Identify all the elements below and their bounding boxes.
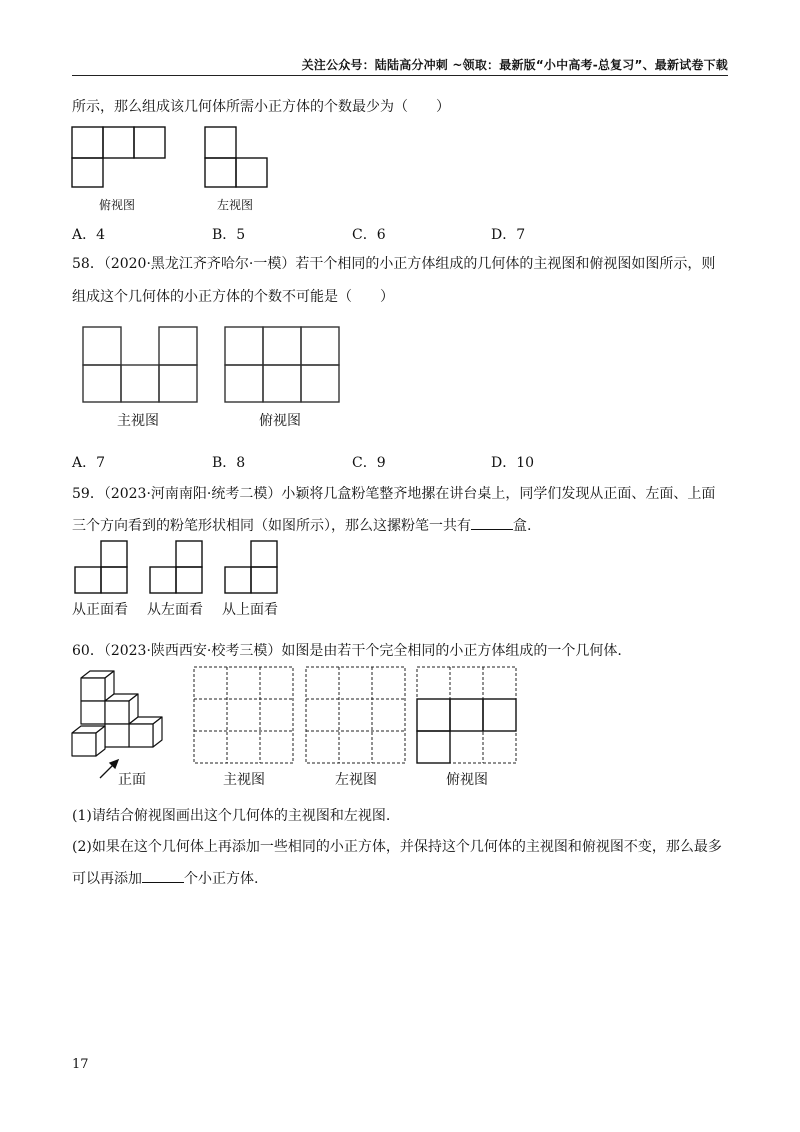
q59-cell	[176, 541, 202, 567]
q58-top-cell	[263, 327, 301, 365]
q58-stem-line2: 组成这个几何体的小正方体的个数不可能是（ ）	[72, 289, 394, 305]
q59-cell	[75, 567, 101, 593]
q57-left-view-figure	[203, 125, 273, 195]
q59-stem-line1: 59．（2023·河南南阳·统考二模）小颖将几盒粉笔整齐地摞在讲台桌上，同学们发现从正面、左面、上面	[72, 486, 716, 502]
q58-option-b[interactable]: B．8	[212, 455, 246, 471]
q60-top-view-grid	[416, 666, 520, 766]
q59-top-label: 从上面看	[222, 602, 278, 618]
q60-part2-suffix: 个小正方体.	[184, 871, 259, 887]
cube-face	[72, 733, 96, 756]
q59-front-label: 从正面看	[72, 602, 128, 618]
q60-top-cell	[417, 731, 450, 763]
q60-stem-line1: 60．（2023·陕西西安·校考三模）如图是由若干个完全相同的小正方体组成的一个几何体.	[72, 643, 622, 659]
q60-part2-text: 可以再添加	[72, 871, 142, 887]
q58-front-cell	[83, 327, 121, 365]
q60-part1: (1)请结合俯视图画出这个几何体的主视图和左视图.	[72, 808, 391, 824]
q59-top-figure	[224, 540, 284, 596]
q60-top-cell	[450, 699, 483, 731]
page-header: 关注公众号：陆陆高分冲刺 ~领取：最新版“小中高考-总复习”、最新试卷下载	[301, 58, 728, 72]
q58-front-view-figure	[82, 326, 202, 406]
q59-stem-line2	[72, 515, 531, 535]
q58-stem-line1: 58．（2020·黑龙江齐齐哈尔·一模）若干个相同的小正方体组成的几何体的主视图和俯视图如图所示，则	[72, 256, 716, 272]
q59-left-figure	[149, 540, 209, 596]
q59-cell	[101, 567, 127, 593]
page-number: 17	[72, 1057, 89, 1072]
q60-top-cell	[417, 699, 450, 731]
cube-face	[129, 724, 153, 747]
q59-stem-text: 三个方向看到的粉笔形状相同（如图所示），那么这摞粉笔一共有	[72, 518, 471, 534]
q59-front-figure	[74, 540, 134, 596]
q58-option-c[interactable]: C．9	[352, 455, 386, 471]
cube-face	[81, 701, 105, 724]
q58-front-cell	[159, 365, 197, 402]
q60-left-view-grid[interactable]	[305, 666, 409, 766]
q59-cell	[251, 567, 277, 593]
q57-top-cell	[72, 158, 103, 187]
q58-top-cell	[225, 365, 263, 402]
q59-cell	[101, 541, 127, 567]
q58-front-cell	[83, 365, 121, 402]
q60-top-cell	[483, 699, 516, 731]
q60-front-view-grid[interactable]	[193, 666, 297, 766]
q57-option-d[interactable]: D．7	[491, 227, 526, 243]
q57-continuation: 所示，那么组成该几何体所需小正方体的个数最少为（ ）	[72, 99, 450, 115]
q58-front-view-label: 主视图	[117, 413, 159, 429]
q58-front-cell	[121, 365, 159, 402]
q60-top-view-label: 俯视图	[446, 772, 488, 788]
q60-front-view-label: 主视图	[223, 772, 265, 788]
q59-cell	[225, 567, 251, 593]
q60-answer-blank[interactable]	[142, 868, 184, 883]
q57-left-cell	[205, 127, 236, 158]
q58-top-cell	[301, 365, 339, 402]
q57-left-cell	[205, 158, 236, 187]
q57-top-cell	[103, 127, 134, 158]
header-rule	[72, 75, 728, 76]
q57-top-cell	[72, 127, 103, 158]
q57-left-cell	[236, 158, 267, 187]
q59-cell	[176, 567, 202, 593]
q59-stem-suffix: 盒.	[513, 518, 532, 534]
q58-option-a[interactable]: A．7	[72, 455, 106, 471]
q59-cell	[150, 567, 176, 593]
q59-cell	[251, 541, 277, 567]
q58-option-d[interactable]: D．10	[491, 455, 535, 471]
q58-top-view-label: 俯视图	[259, 413, 301, 429]
q60-part2-line2	[72, 868, 258, 888]
q60-front-label: 正面	[118, 772, 146, 788]
q60-part2-line1: (2)如果在这个几何体上再添加一些相同的小正方体，并保持这个几何体的主视图和俯视图不变，那么最多	[72, 839, 722, 855]
q58-front-cell	[159, 327, 197, 365]
q57-option-b[interactable]: B．5	[212, 227, 246, 243]
cube-face	[105, 701, 129, 724]
cube-face	[105, 724, 129, 747]
q57-option-a[interactable]: A．4	[72, 227, 106, 243]
q58-top-cell	[225, 327, 263, 365]
q57-left-view-label: 左视图	[217, 198, 254, 212]
q59-left-label: 从左面看	[147, 602, 203, 618]
q60-left-view-label: 左视图	[335, 772, 377, 788]
q57-top-cell	[134, 127, 165, 158]
q58-top-cell	[301, 327, 339, 365]
q58-top-view-figure	[224, 326, 344, 406]
q58-top-cell	[263, 365, 301, 402]
q57-option-c[interactable]: C．6	[352, 227, 386, 243]
q57-top-view-label: 俯视图	[99, 198, 136, 212]
q59-answer-blank[interactable]	[471, 515, 513, 530]
cube-face	[81, 678, 105, 701]
